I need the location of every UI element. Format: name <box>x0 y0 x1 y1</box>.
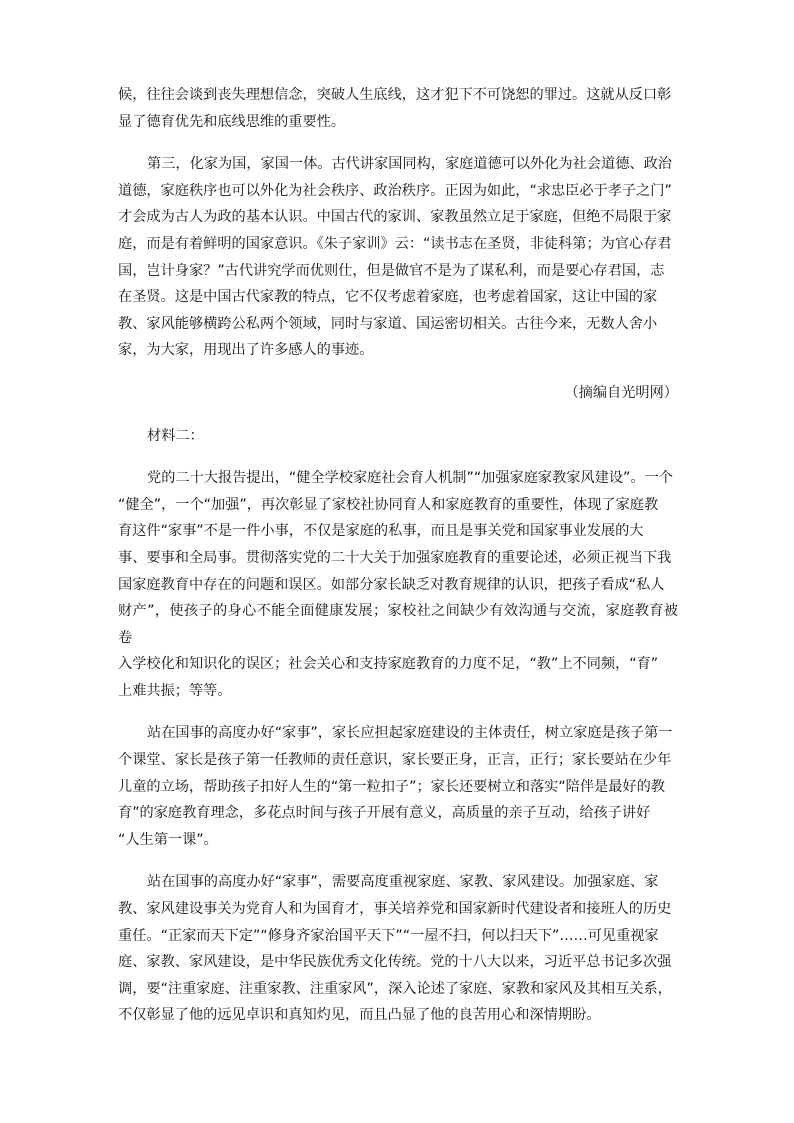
text-line: 重任。“正家而天下定”“修身齐家治国平天下”“一屋不扫，何以扫天下”……可见重视家 <box>118 927 659 944</box>
text-line: 党的二十大报告提出，“健全学校家庭社会育人机制”“加强家庭家教家风建设”。一个 <box>147 470 673 487</box>
paragraph-continuation <box>118 82 678 135</box>
text-line: 庭，而是有着鲜明的国家意识。《朱子家训》云：“读书志在圣贤，非徒科第；为官心存君 <box>118 235 672 252</box>
text-line: 儿童的立场，帮助孩子扣好人生的“第一粒扣子”；家长还要树立和落实“陪伴是最好的教 <box>118 778 665 795</box>
text-line: 上难共振；等等。 <box>118 682 232 699</box>
text-line: 第三，化家为国，家国一体。古代讲家国同构，家庭道德可以外化为社会道德、政治 <box>147 156 672 173</box>
text-line: 家，为大家，用现出了许多感人的事迹。 <box>118 342 374 359</box>
text-line: 在圣贤。这是中国古代家教的特点，它不仅考虑着家庭，也考虑着国家，这让中国的家 <box>118 289 658 306</box>
text-line: 道德，家庭秩序也可以外化为社会秩序、政治秩序。正因为如此，“求忠臣必于孝子之门” <box>118 182 672 199</box>
text-line: 个课堂、家长是孩子第一任教师的责任意识，家长要正身，正言，正行；家长要站在少年 <box>118 752 672 769</box>
text-line: 不仅彰显了他的远见卓识和真知灼见，而且凸显了他的良苦用心和深情期盼。 <box>118 1007 601 1024</box>
section-label: 材料二： <box>147 427 204 444</box>
text-line: 调，要“注重家庭、注重家教、注重家风”，深入论述了家庭、家教和家风及其相互关系， <box>118 980 672 997</box>
text-line: 站在国事的高度办好“家事”，家长应担起家庭建设的主体责任，树立家庭是孩子第一 <box>147 725 673 742</box>
text-line: 育这件“家事”不是一件小事，不仅是家庭的私事，而且是事关党和国家事业发展的大 <box>118 523 644 540</box>
paragraph-parents-duty <box>118 720 678 853</box>
text-line: 才会成为古人为政的基本认识。中国古代的家训、家教虽然立足于家庭，但绝不局限于家 <box>118 209 672 226</box>
text-line: 庭、家教、家风建设，是中华民族优秀文化传统。党的十八大以来，习近平总书记多次强 <box>118 954 672 971</box>
text-line: 站在国事的高度办好“家事”，需要高度重视家庭、家教、家风建设。加强家庭、家 <box>147 874 659 891</box>
text-line: 显了德育优先和底线思维的重要性。 <box>118 113 346 130</box>
text-line: “健全”，一个“加强”，再次彰显了家校社协同育人和家庭教育的重要性，体现了家庭教 <box>118 496 659 513</box>
paragraph-report <box>118 465 678 704</box>
text-line: 入学校化和知识化的误区；社会关心和支持家庭教育的力度不足，“教”上不同频，“育” <box>118 656 659 673</box>
text-line: 财产”，使孩子的身心不能全面健康发展；家校社之间缺少有效沟通与交流，家庭教育被卷 <box>118 603 678 646</box>
paragraph-family-tradition <box>118 869 678 1029</box>
document-body <box>118 82 678 1029</box>
text-line: 候，往往会谈到丧失理想信念，突破人生底线，这才犯下不可饶恕的罪过。这就从反口彰 <box>118 87 672 103</box>
text-line: 国，岂计身家？”古代讲究学而优则仕，但是做官不是为了谋私利，而是要心存君国，志 <box>118 262 665 279</box>
paragraph-third-point <box>118 151 678 364</box>
text-line: 教、家风能够横跨公私两个领域，同时与家道、国运密切相关。古往今来，无数人舍小 <box>118 315 658 332</box>
text-line: 育”的家庭教育理念，多花点时间与孩子开展有意义，高质量的亲子互动，给孩子讲好 <box>118 805 651 822</box>
text-line: 教、家风建设事关为党育人和为国育才，事关培养党和国家新时代建设者和接班人的历史 <box>118 901 672 918</box>
text-line: 国家庭教育中存在的问题和误区。如部分家长缺乏对教育规律的认识，把孩子看成“私人 <box>118 576 665 593</box>
source-citation: （摘编自光明网） <box>564 384 678 401</box>
text-line: 事、要事和全局事。贯彻落实党的二十大关于加强家庭教育的重要论述，必须正视当下我 <box>118 549 672 566</box>
text-line: “人生第一课”。 <box>118 831 218 848</box>
